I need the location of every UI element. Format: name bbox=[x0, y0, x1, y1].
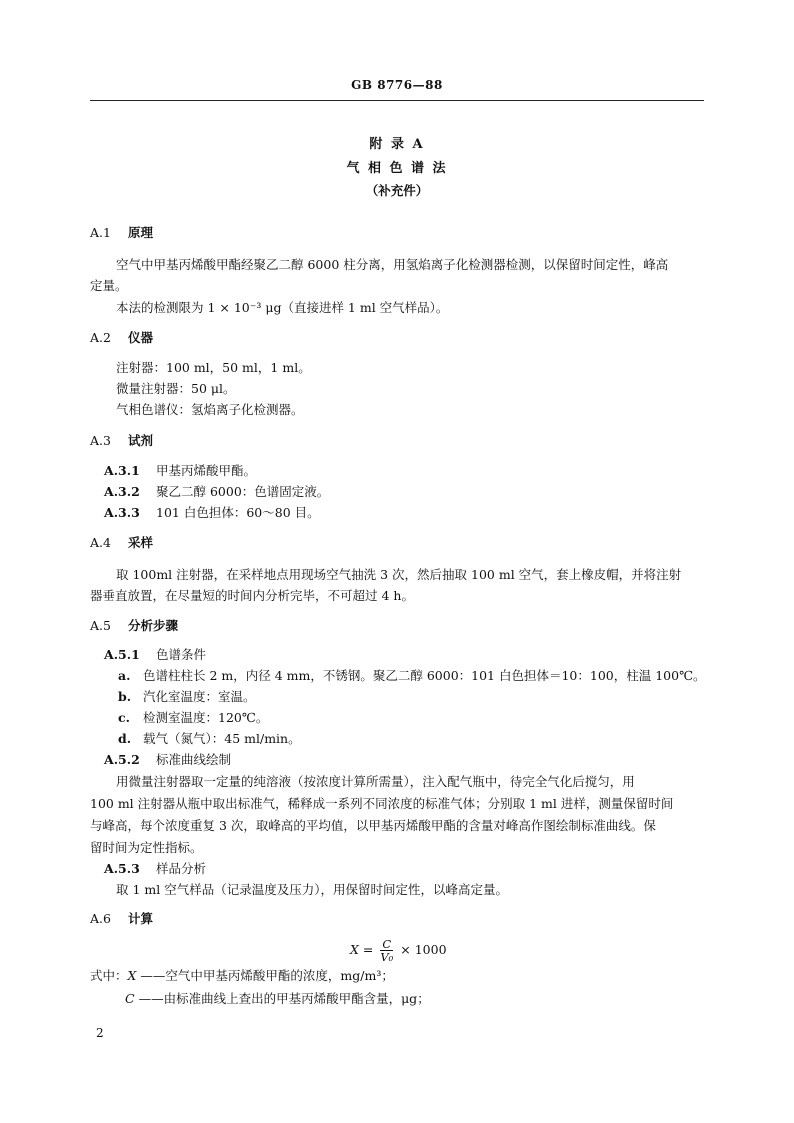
section-title: 计算 bbox=[128, 911, 154, 926]
section-number: A.6 bbox=[90, 911, 111, 926]
formula-equals: = bbox=[362, 942, 374, 957]
a3-item bbox=[104, 482, 329, 500]
formula-denominator: V₀ bbox=[380, 950, 394, 964]
a1-detection-limit: 本法的检测限为 1 × 10⁻³ μg（直接进样 1 ml 空气样品）。 bbox=[116, 300, 449, 315]
definition-text: ——空气中甲基丙烯酸甲酯的浓度，mg/m³； bbox=[140, 968, 394, 983]
section-number: A.3 bbox=[90, 433, 111, 448]
formula-definition bbox=[90, 966, 394, 984]
where-prefix: 式中： bbox=[90, 968, 128, 983]
section-a2-heading bbox=[90, 328, 153, 346]
subsection-title: 色谱条件 bbox=[156, 647, 207, 662]
section-a1-heading bbox=[90, 223, 153, 241]
a5-1-heading bbox=[104, 645, 206, 663]
section-number: A.2 bbox=[90, 330, 111, 345]
a2-item: 注射器：100 ml，50 ml，1 ml。 bbox=[116, 360, 311, 375]
section-title: 分析步骤 bbox=[128, 618, 179, 633]
formula-tail: × 1000 bbox=[400, 942, 447, 957]
subsection-number: A.5.1 bbox=[104, 647, 140, 662]
section-number: A.5 bbox=[90, 618, 111, 633]
a2-item: 微量注射器：50 μl。 bbox=[116, 381, 236, 396]
appendix-title: 附 录 A bbox=[369, 137, 425, 152]
standard-number: GB 8776—88 bbox=[351, 78, 443, 92]
subsection-title: 样品分析 bbox=[156, 861, 207, 876]
item-text: 甲基丙烯酸甲酯。 bbox=[156, 463, 257, 478]
section-number: A.1 bbox=[90, 225, 111, 240]
header-rule bbox=[90, 100, 704, 101]
page-number: 2 bbox=[96, 1026, 104, 1040]
section-number: A.4 bbox=[90, 535, 111, 550]
subsection-number: A.5.2 bbox=[104, 752, 140, 767]
a5-2-paragraph-line: 留时间为定性指标。 bbox=[90, 840, 203, 855]
formula-definition bbox=[125, 989, 430, 1007]
section-a4-heading bbox=[90, 533, 153, 551]
formula-fraction bbox=[380, 938, 393, 963]
section-a5-heading bbox=[90, 616, 178, 634]
a5-2-paragraph-line: 100 ml 注射器从瓶中取出标准气，稀释成一系列不同浓度的标准气体；分别取 1 ml 进样，测量保留时间 bbox=[90, 796, 674, 811]
formula-lhs: X bbox=[350, 942, 359, 957]
item-letter: a. bbox=[118, 668, 131, 683]
item-text: 载气（氮气）：45 ml/min。 bbox=[143, 731, 301, 746]
item-letter: d. bbox=[118, 731, 132, 746]
a5-3-heading bbox=[104, 859, 206, 877]
item-text: 汽化室温度：室温。 bbox=[143, 689, 256, 704]
item-letter: c. bbox=[118, 710, 130, 725]
a5-1-item bbox=[118, 666, 706, 684]
item-letter: b. bbox=[118, 689, 132, 704]
a5-2-paragraph-line: 用微量注射器取一定量的纯溶液（按浓度计算所需量），注入配气瓶中，待完全气化后搅匀，用 bbox=[116, 774, 635, 789]
appendix-subtitle: 气 相 色 谱 法 bbox=[346, 161, 448, 176]
a5-1-item bbox=[118, 729, 301, 747]
a3-item bbox=[104, 503, 320, 521]
appendix-note: （补充件） bbox=[365, 183, 429, 198]
item-number: A.3.3 bbox=[104, 505, 140, 520]
formula-numerator: C bbox=[380, 938, 393, 951]
item-text: 101 白色担体：60～80 目。 bbox=[156, 505, 320, 520]
section-title: 采样 bbox=[128, 535, 154, 550]
section-a3-heading bbox=[90, 431, 153, 449]
a2-item: 气相色谱仪：氢焰离子化检测器。 bbox=[116, 402, 304, 417]
subsection-number: A.5.3 bbox=[104, 861, 140, 876]
a5-3-paragraph: 取 1 ml 空气样品（记录温度及压力），用保留时间定性，以峰高定量。 bbox=[116, 882, 508, 897]
concentration-formula bbox=[350, 938, 447, 963]
item-text: 色谱柱柱长 2 m，内径 4 mm，不锈钢。聚乙二醇 6000：101 白色担体＝10：100，柱温 100℃。 bbox=[143, 668, 706, 683]
a5-2-paragraph-line: 与峰高，每个浓度重复 3 次，取峰高的平均值，以甲基丙烯酸甲酯的含量对峰高作图绘制标准曲线。保 bbox=[90, 818, 656, 833]
a1-paragraph-line1: 空气中甲基丙烯酸甲酯经聚乙二醇 6000 柱分离，用氢焰离子化检测器检测，以保留时间定性，峰高 bbox=[116, 257, 669, 272]
a5-1-item bbox=[118, 708, 268, 726]
item-text: 检测室温度：120℃。 bbox=[143, 710, 269, 725]
a3-item bbox=[104, 461, 256, 479]
definition-symbol: X bbox=[127, 968, 137, 983]
item-text: 聚乙二醇 6000：色谱固定液。 bbox=[156, 484, 330, 499]
a1-paragraph-line2: 定量。 bbox=[90, 278, 128, 293]
section-title: 原理 bbox=[128, 225, 154, 240]
section-a6-heading bbox=[90, 909, 153, 927]
section-title: 试剂 bbox=[128, 433, 154, 448]
a4-paragraph-line2: 器垂直放置，在尽量短的时间内分析完毕，不可超过 4 h。 bbox=[90, 588, 414, 603]
section-title: 仪器 bbox=[128, 330, 154, 345]
definition-symbol: C bbox=[125, 991, 135, 1006]
item-number: A.3.2 bbox=[104, 484, 140, 499]
a4-paragraph-line1: 取 100ml 注射器，在采样地点用现场空气抽洗 3 次，然后抽取 100 ml 空气，套上橡皮帽，并将注射 bbox=[116, 567, 682, 582]
definition-text: ——由标准曲线上查出的甲基丙烯酸甲酯含量，μg； bbox=[138, 991, 430, 1006]
subsection-title: 标准曲线绘制 bbox=[156, 752, 232, 767]
a5-2-heading bbox=[104, 750, 231, 768]
item-number: A.3.1 bbox=[104, 463, 140, 478]
a5-1-item bbox=[118, 687, 256, 705]
